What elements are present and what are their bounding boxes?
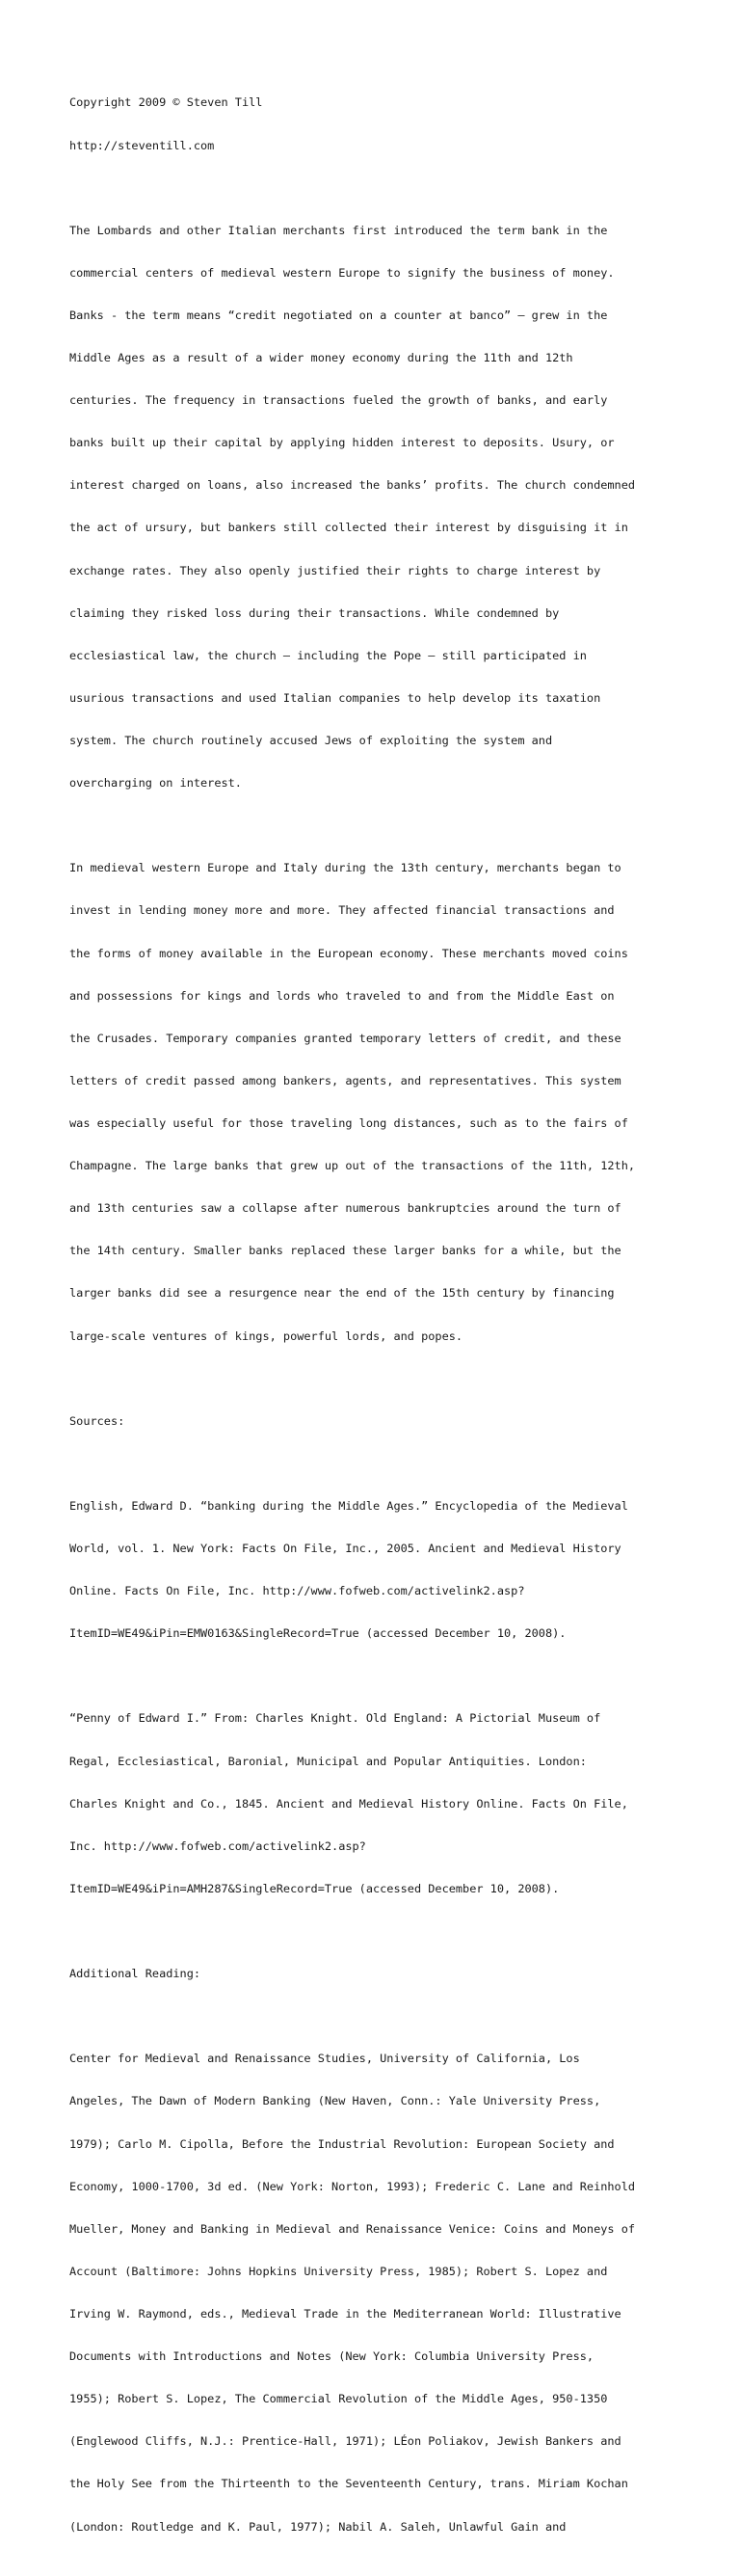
text-line: (London: Routledge and K. Paul, 1977); Nabil A. Saleh, Unlawful Gain and [69, 2519, 567, 2534]
text-line: and 13th centuries saw a collapse after numerous bankruptcies around the turn of [69, 1201, 621, 1216]
text-line: Charles Knight and Co., 1845. Ancient and Medieval History Online. Facts On File, [69, 1796, 628, 1811]
text-line: Account (Baltimore: Johns Hopkins University Press, 1985); Robert S. Lopez and [69, 2264, 608, 2278]
text-line: “Penny of Edward I.” From: Charles Knight. Old England: A Pictorial Museum of [69, 1711, 601, 1726]
author-url: http://steventill.com [69, 138, 215, 152]
text-line: (Englewood Cliffs, N.J.: Prentice-Hall, 1971); LÉon Poliakov, Jewish Bankers and [69, 2434, 621, 2449]
text-line: commercial centers of medieval western Europe to signify the business of money. [69, 265, 615, 280]
copyright-line: Copyright 2009 © Steven Till [69, 95, 263, 110]
text-line: 1979); Carlo M. Cipolla, Before the Industrial Revolution: European Society and [69, 2136, 615, 2151]
text-line: The Lombards and other Italian merchants first introduced the term bank in the [69, 223, 608, 237]
text-line: overcharging on interest. [69, 776, 242, 791]
text-line: banks built up their capital by applying hidden interest to deposits. Usury, or [69, 436, 615, 450]
text-line: Inc. http://www.fofweb.com/activelink2.asp? [69, 1838, 366, 1853]
text-line: Center for Medieval and Renaissance Studies, University of California, Los [69, 2052, 580, 2066]
additional-reading-entry [69, 2024, 696, 2563]
document-page [69, 67, 696, 2576]
text-line: letters of credit passed among bankers, agents, and representatives. This system [69, 1073, 621, 1087]
source-entry-2 [69, 1683, 696, 1924]
text-line: In medieval western Europe and Italy during the 13th century, merchants began to [69, 861, 621, 875]
text-line: was especially useful for those traveling long distances, such as to the fairs of [69, 1116, 628, 1130]
text-line: ecclesiastical law, the church — including the Pope — still participated in [69, 648, 587, 662]
document-header [69, 67, 696, 181]
text-line: the act of ursury, but bankers still collected their interest by disguising it in [69, 521, 628, 535]
body-paragraph-1 [69, 195, 696, 818]
text-line: Champagne. The large banks that grew up out of the transactions of the 11th, 12th, [69, 1159, 636, 1173]
text-line: Regal, Ecclesiastical, Baronial, Municipal and Popular Antiquities. London: [69, 1754, 587, 1768]
text-line: 1955); Robert S. Lopez, The Commercial Revolution of the Middle Ages, 950-1350 [69, 2392, 608, 2406]
text-line: usurious transactions and used Italian companies to help develop its taxation [69, 690, 601, 705]
text-line: exchange rates. They also openly justified their rights to charge interest by [69, 563, 601, 577]
text-line: large-scale ventures of kings, powerful lords, and popes. [69, 1328, 463, 1343]
text-line: Online. Facts On File, Inc. http://www.fofweb.com/activelink2.asp? [69, 1584, 525, 1598]
additional-reading-heading [69, 1939, 696, 2010]
text-line: Middle Ages as a result of a wider money economy during the 11th and 12th [69, 351, 573, 365]
text-line: ItemID=WE49&iPin=AMH287&SingleRecord=True (accessed December 10, 2008). [69, 1881, 560, 1895]
text-line: larger banks did see a resurgence near the end of the 15th century by financing [69, 1286, 615, 1301]
text-line: system. The church routinely accused Jews of exploiting the system and [69, 734, 553, 748]
text-line: Irving W. Raymond, eds., Medieval Trade in the Mediterranean World: Illustrative [69, 2306, 621, 2321]
text-line: claiming they risked loss during their transactions. While condemned by [69, 605, 560, 620]
text-line: Mueller, Money and Banking in Medieval and Renaissance Venice: Coins and Moneys of [69, 2221, 636, 2236]
text-line: the Crusades. Temporary companies granted temporary letters of credit, and these [69, 1031, 621, 1045]
text-line: the Holy See from the Thirteenth to the Seventeenth Century, trans. Miriam Kochan [69, 2477, 628, 2491]
text-line: World, vol. 1. New York: Facts On File, Inc., 2005. Ancient and Medieval History [69, 1542, 621, 1556]
source-entry-1 [69, 1471, 696, 1670]
text-line: centuries. The frequency in transactions fueled the growth of banks, and early [69, 393, 608, 408]
text-line: Angeles, The Dawn of Modern Banking (New Haven, Conn.: Yale University Press, [69, 2094, 601, 2108]
text-line: and possessions for kings and lords who traveled to and from the Middle East on [69, 988, 615, 1003]
text-line: invest in lending money more and more. They affected financial transactions and [69, 903, 615, 918]
section-heading: Additional Reading: [69, 1967, 201, 1981]
sources-heading [69, 1385, 696, 1457]
body-paragraph-2 [69, 833, 696, 1372]
text-line: the forms of money available in the European economy. These merchants moved coins [69, 946, 628, 960]
text-line: Documents with Introductions and Notes (New York: Columbia University Press, [69, 2349, 595, 2364]
text-line: ItemID=WE49&iPin=EMW0163&SingleRecord=True (accessed December 10, 2008). [69, 1626, 567, 1641]
text-line: the 14th century. Smaller banks replaced these larger banks for a while, but the [69, 1244, 621, 1258]
section-heading: Sources: [69, 1413, 125, 1428]
text-line: Economy, 1000-1700, 3d ed. (New York: Norton, 1993); Frederic C. Lane and Reinhold [69, 2179, 636, 2193]
text-line: Banks - the term means “credit negotiated on a counter at banco” — grew in the [69, 308, 608, 322]
text-line: interest charged on loans, also increased the banks’ profits. The church condemned [69, 478, 636, 493]
text-line: English, Edward D. “banking during the Middle Ages.” Encyclopedia of the Medieval [69, 1498, 628, 1513]
